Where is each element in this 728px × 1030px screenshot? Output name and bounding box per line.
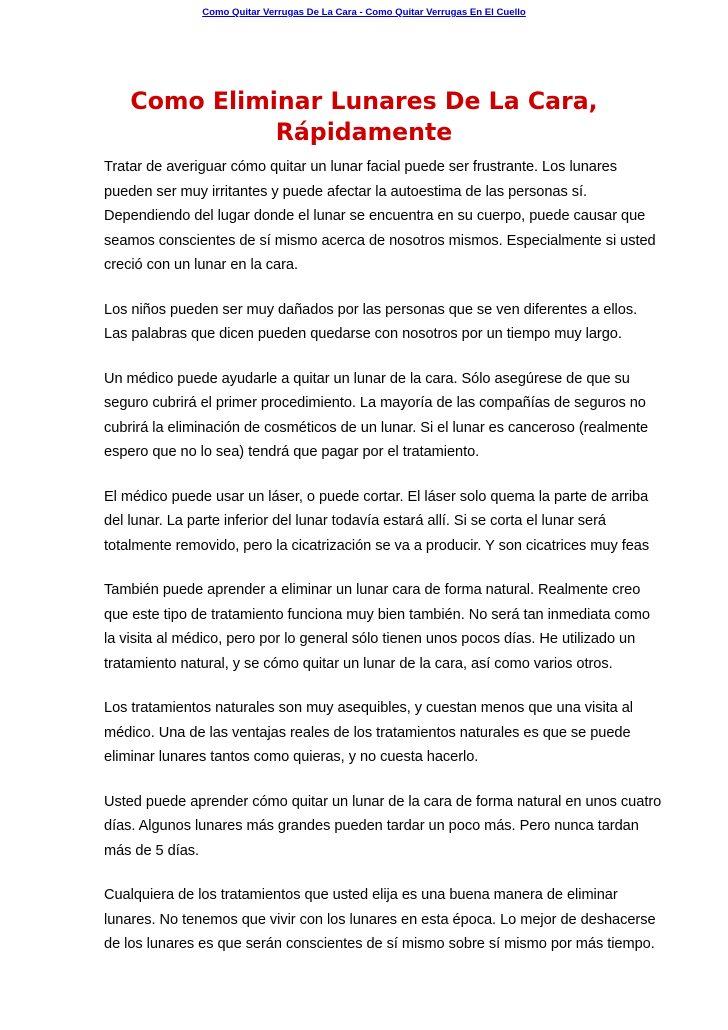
- text-line: totalmente removido, pero la cicatrización se va a producir. Y son cicatrices muy feas: [104, 537, 650, 554]
- text-line: Cualquiera de los tratamientos que usted elija es una buena manera de eliminar: [104, 887, 618, 903]
- text-line: que este tipo de tratamiento funciona muy bien también. No será tan inmediata como: [104, 606, 650, 623]
- text-line: días. Algunos lunares más grandes pueden tardar un poco más. Pero nunca tardan: [104, 818, 639, 834]
- text-line: Los niños pueden ser muy dañados por las personas que se ven diferentes a ellos.: [104, 301, 638, 318]
- paragraph-1: [104, 155, 656, 278]
- text-line: También puede aprender a eliminar un lunar cara de forma natural. Realmente creo: [104, 582, 641, 598]
- paragraph-7: [104, 790, 662, 864]
- text-line: Dependiendo del lugar donde el lunar se encuentra en su cuerpo, puede causar que: [104, 208, 646, 224]
- paragraph-3: [104, 367, 649, 465]
- paragraph-6: [104, 696, 644, 770]
- text-line: cubrirá la eliminación de cosméticos de un lunar. Si el lunar es canceroso (realmente: [104, 419, 649, 436]
- text-line: El médico puede usar un láser, o puede cortar. El láser solo quema la parte de arriba: [104, 488, 649, 505]
- page-title: [104, 86, 624, 148]
- title-line: Como Eliminar Lunares De La Cara,: [130, 87, 598, 115]
- text-line: creció con un lunar en la cara.: [104, 257, 298, 273]
- text-line: tratamiento natural, y se cómo quitar un lunar de la cara, así como varios otros.: [104, 655, 613, 672]
- text-line: pueden ser muy irritantes y puede afectar la autoestima de las personas sí.: [104, 183, 587, 200]
- text-line: Un médico puede ayudarle a quitar un lunar de la cara. Sólo asegúrese de que su: [104, 370, 630, 387]
- title-line: Rápidamente: [275, 118, 453, 146]
- header-link[interactable]: Como Quitar Verrugas De La Cara - Como Quitar Verrugas En El Cuello: [202, 7, 526, 18]
- paragraph-5: [104, 578, 650, 676]
- text-line: la visita al médico, pero por lo general sólo tienen unos pocos días. He utilizado un: [104, 631, 636, 647]
- text-line: seamos conscientes de sí mismo acerca de nosotros mismos. Especialmente si usted: [104, 232, 656, 249]
- text-line: del lunar. La parte inferior del lunar todavía estará allí. Si se corta el lunar será: [104, 513, 606, 529]
- article-body: [104, 155, 662, 977]
- text-line: Las palabras que dicen pueden quedarse con nosotros por un tiempo muy largo.: [104, 326, 622, 342]
- text-line: Usted puede aprender cómo quitar un lunar de la cara de forma natural en unos cuatro: [104, 793, 662, 810]
- text-line: más de 5 días.: [104, 842, 200, 859]
- paragraph-4: [104, 485, 650, 559]
- text-line: eliminar lunares tantos como quieras, y no cuesta hacerlo.: [104, 749, 479, 765]
- text-line: Los tratamientos naturales son muy asequibles, y cuestan menos que una visita al: [104, 700, 633, 716]
- text-line: lunares. No tenemos que vivir con los lunares en esta época. Lo mejor de deshacerse: [104, 911, 656, 928]
- text-line: de los lunares es que serán conscientes de sí mismo sobre sí mismo por más tiempo.: [104, 936, 655, 952]
- paragraph-8: [104, 883, 656, 957]
- text-line: espero que no lo sea) tendrá que pagar por el tratamiento.: [104, 444, 480, 460]
- paragraph-2: [104, 298, 644, 347]
- text-line: Tratar de averiguar cómo quitar un lunar facial puede ser frustrante. Los lunares: [104, 159, 617, 175]
- text-line: médico. Una de las ventajas reales de los tratamientos naturales es que se puede: [104, 724, 631, 741]
- text-line: seguro cubrirá el primer procedimiento. La mayoría de las compañías de seguros no: [104, 395, 646, 411]
